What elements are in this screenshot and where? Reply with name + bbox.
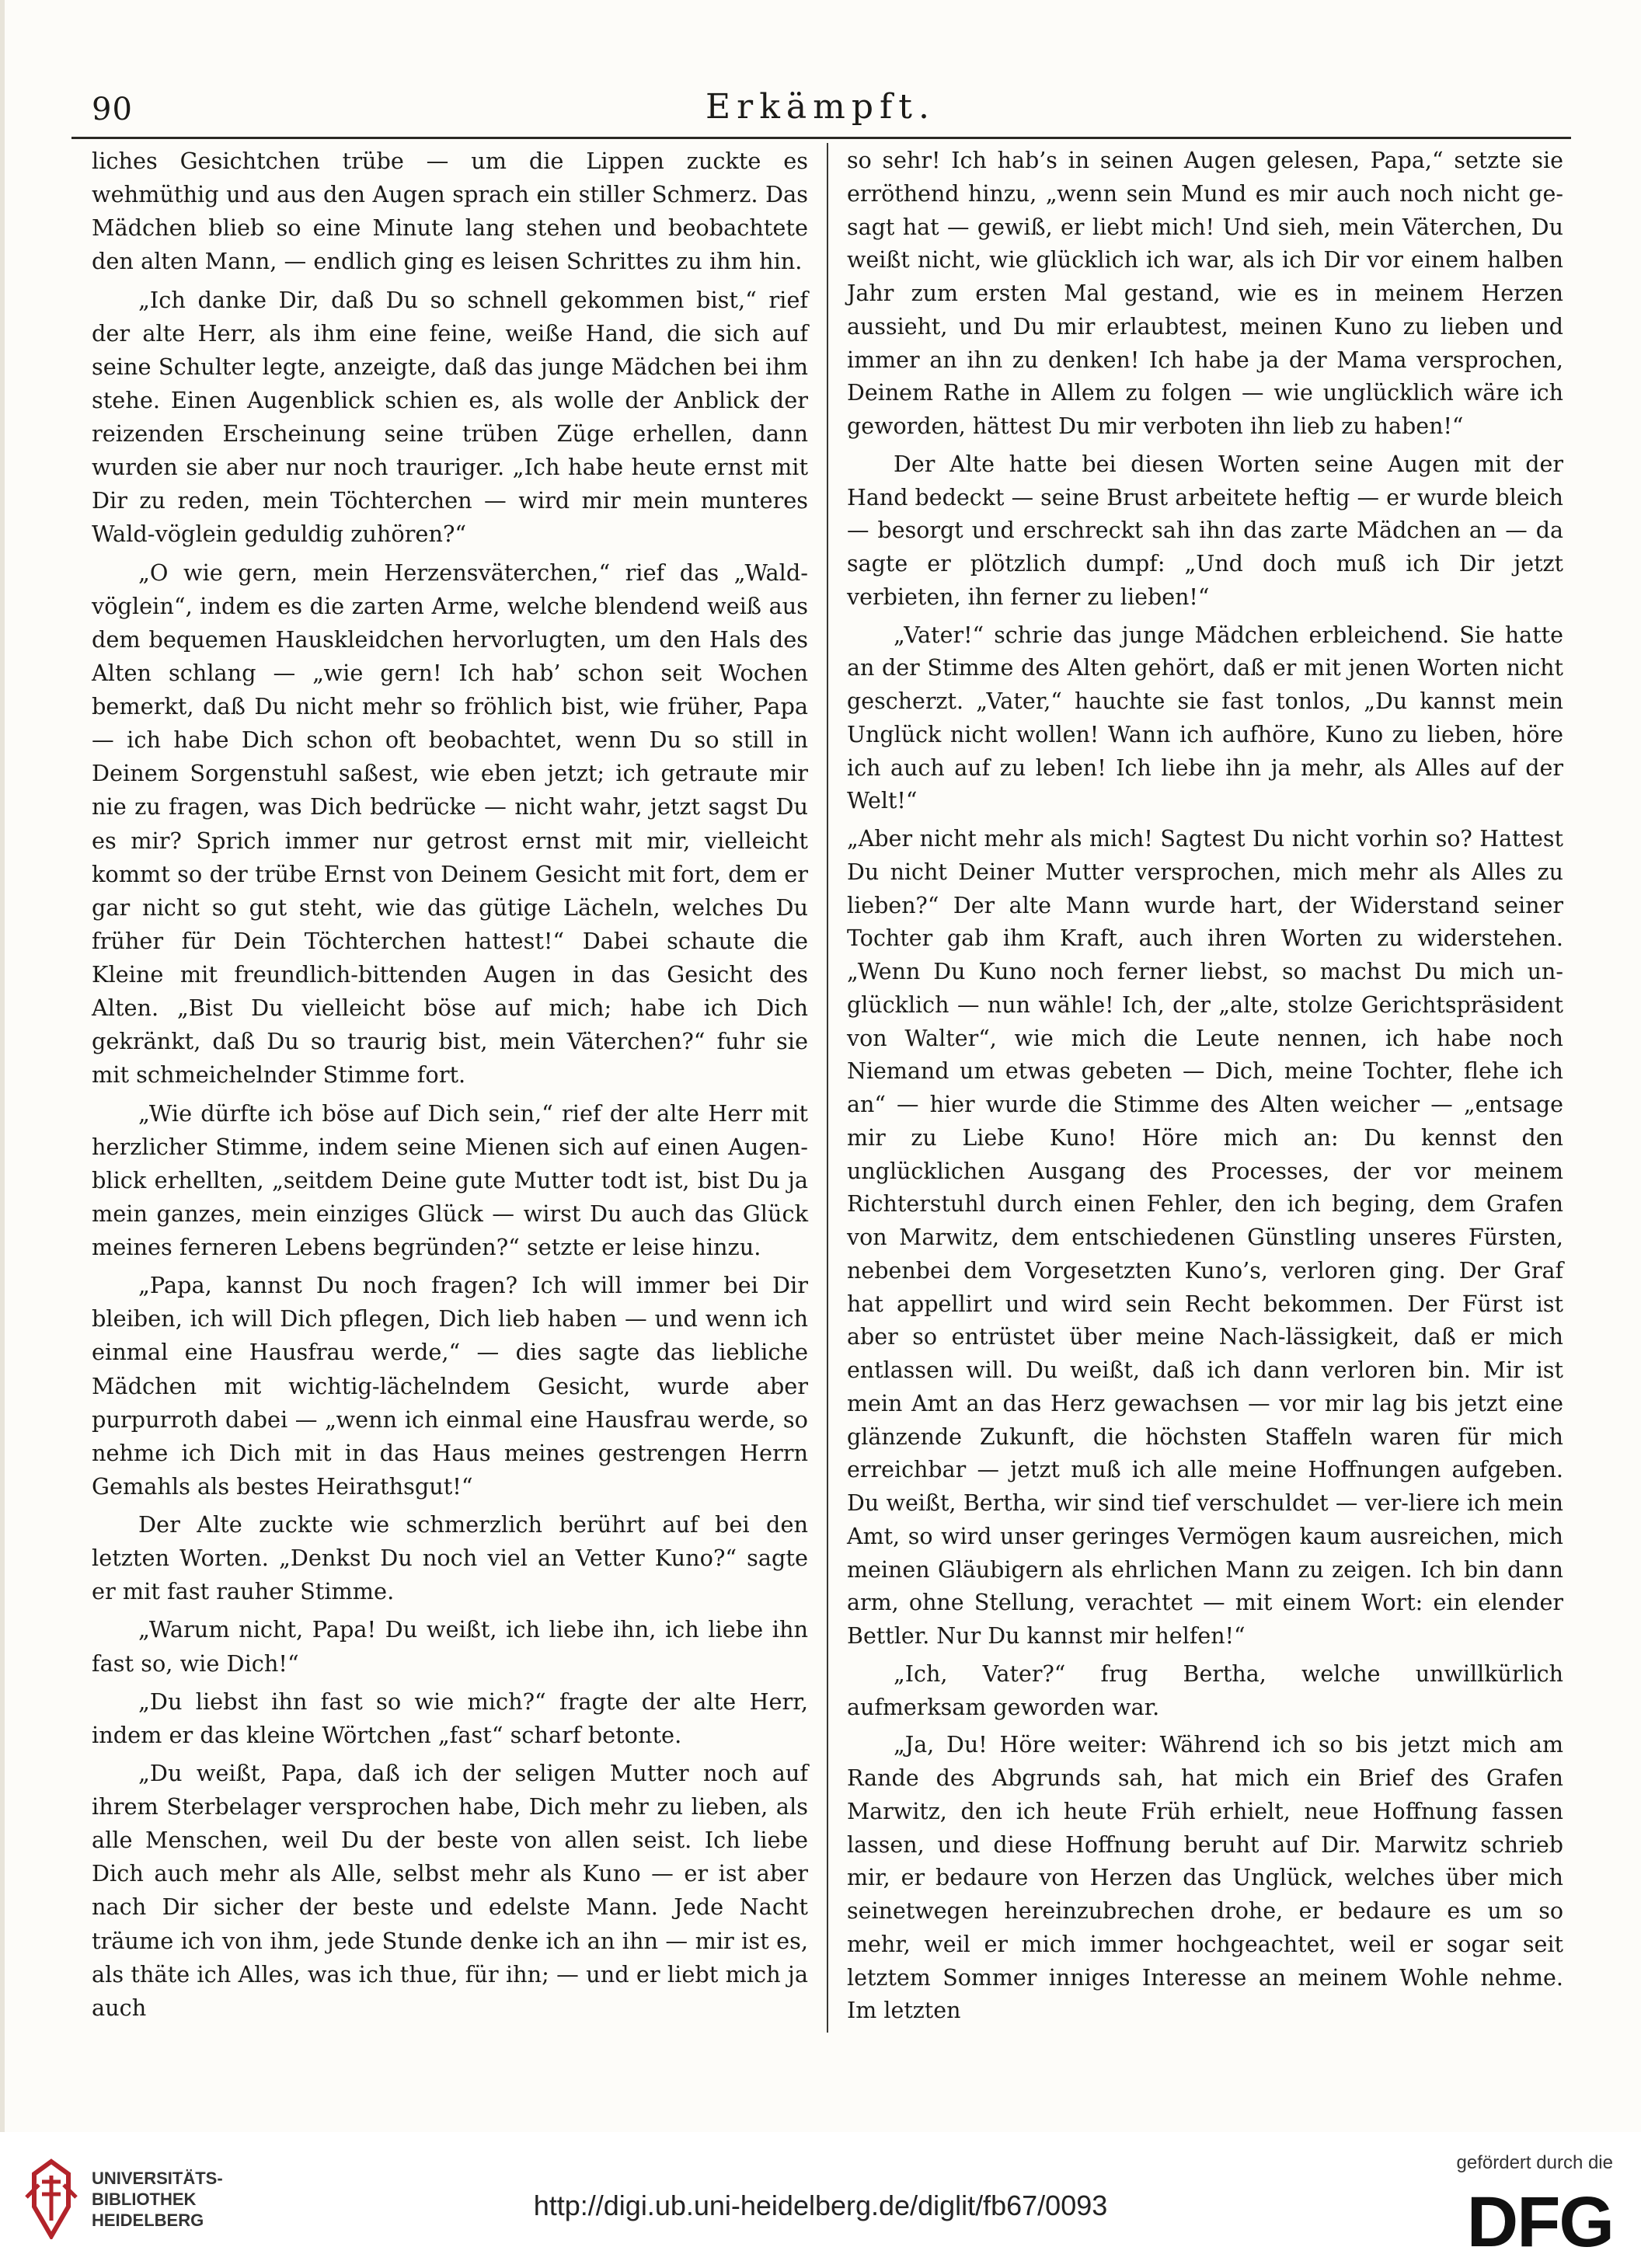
paragraph: „Aber nicht mehr als mich! Sagtest Du nicht vorhin so? Hattest Du nicht Deiner Mutter versprochen, mich mehr als Alles zu lieben?“ Der alte Mann wurde hart, der Widerstand seiner Tochter gab ihm Kraft, auch ihren Worten zu widerstehen. „Wenn Du Kuno noch ferner liebst, so machst Du mich un-glücklich — nun wähle! Ich, der „alte, stolze Gerichtspräsident von Walter“, wie mich die Leute nennen, ich habe noch Niemand um etwas gebeten — Dich, meine Tochter, flehe ich an“ — hier wurde die Stimme des Alten weicher — „entsage mir zu Liebe Kuno! Höre mich an: Du kennst den unglücklichen Ausgang des Processes, der vor meinem Richterstuhl durch einen Fehler, den ich beging, dem Grafen von Marwitz, dem entschiedenen Günstling unseres Fürsten, nebenbei dem Vorgesetzten Kuno’s, verloren ging. Der Graf hat appellirt und wird sein Recht bekommen. Der Fürst ist aber so entrüstet über meine Nach-lässigkeit, daß er mich entlassen will. Du weißt, daß ich dann verloren bin. Mir ist mein Amt an das Herz gewachsen — vor mir lag bis jetzt eine glänzende Zukunft, die höchsten Staffeln waren für mich erreichbar — jetzt muß ich alle meine Hoffnungen aufgeben. Du weißt, Bertha, wir sind tief verschuldet — ver-liere ich mein Amt, so wird unser geringes Vermögen kaum ausreichen, mich meinen Gläubigern als ehrlichen Mann zu zeigen. Ich bin dann arm, ohne Stellung, verachtet — mit einem Wort: ein elender Bettler. Nur Du kannst mir helfen!“ xyxy=(847,826,1563,1649)
paragraph: liches Gesichtchen trübe — um die Lippen zuckte es wehmüthig und aus den Augen sprach ein stiller Schmerz. Das Mädchen blieb so eine Minute lang stehen und beobachtete den alten Mann, — endlich ging es leisen Schrittes zu ihm hin. xyxy=(92,148,808,275)
paragraph: Der Alte hatte bei diesen Worten seine Augen mit der Hand bedeckt — seine Brust arbeitete heftig — er wurde bleich — besorgt und erschreckt sah ihn das zarte Mädchen an — da sagte er plötzlich dumpf: „Und doch muß ich Dir jetzt verbieten, ihn ferner zu lieben!“ xyxy=(847,451,1563,610)
paragraph: „Du weißt, Papa, daß ich der seligen Mutter noch auf ihrem Sterbelager versprochen habe, Dich mehr zu lieben, als alle Menschen, weil Du der beste von allen seist. Ich liebe Dich auch mehr als Alle, selbst mehr als Kuno — er ist aber nach Dir sicher der beste und edelste Mann. Jede Nacht träume ich von ihm, jede Stunde denke ich an ihn — mir ist es, als thäte ich Alles, was ich thue, für ihn; — und er liebt mich ja auch xyxy=(92,1759,808,2021)
paragraph: „Ich, Vater?“ frug Bertha, welche unwillkürlich aufmerksam geworden war. xyxy=(847,1660,1563,1720)
text-column-right xyxy=(847,145,1563,2033)
source-url-link[interactable]: http://digi.ub.uni-heidelberg.de/diglit/fb67/0093 xyxy=(533,2190,1108,2221)
university-name-line: UNIVERSITÄTS- xyxy=(92,2169,223,2188)
paragraph: „O wie gern, mein Herzensväterchen,“ rief das „Wald-vöglein“, indem es die zarten Arme, welche blendend weiß aus dem bequemen Hauskleidchen hervorlugten, um den Hals des Alten schlang — „wie gern! Ich hab’ schon seit Wochen bemerkt, daß Du nicht mehr so fröhlich bist, wie früher, Papa — ich habe Dich schon oft beobachtet, wenn Du so still in Deinem Sorgenstuhl saßest, wie eben jetzt; ich getraute mir nie zu fragen, was Dich bedrücke — nicht wahr, jetzt sagst Du es mir? Sprich immer nur getrost ernst mit mir, vielleicht kommt so der trübe Ernst von Deinem Gesicht mit fort, dem er gar nicht so gut steht, wie das gütige Lächeln, welches Du früher für Dein Töchterchen hattest!“ Dabei schaute die Kleine mit freundlich-bittenden Augen in das Gesicht des Alten. „Bist Du vielleicht böse auf mich; habe ich Dich gekränkt, daß Du so traurig bist, mein Väterchen?“ fuhr sie mit schmeichelnder Stimme fort. xyxy=(92,559,808,1089)
header-rule xyxy=(71,137,1571,139)
running-title: Erkämpft. xyxy=(706,87,935,127)
paragraph: „Warum nicht, Papa! Du weißt, ich liebe ihn, ich liebe ihn fast so, wie Dich!“ xyxy=(92,1616,808,1677)
column-divider xyxy=(827,143,828,2033)
sponsor-label: gefördert durch die xyxy=(1456,2152,1613,2173)
paragraph: „Ich danke Dir, daß Du so schnell gekommen bist,“ rief der alte Herr, als ihm eine feine, weiße Hand, die sich auf seine Schulter legte, anzeigte, daß das junge Mädchen bei ihm stehe. Einen Augenblick schien es, als wolle der Anblick der reizenden Erscheinung seine trüben Züge erhellen, dann wurden sie aber nur noch trauriger. „Ich habe heute ernst mit Dir zu reden, mein Töchterchen — wird mir mein munteres Wald-vöglein geduldig zuhören?“ xyxy=(92,286,808,548)
paragraph: so sehr! Ich hab’s in seinen Augen gelesen, Papa,“ setzte sie erröthend hinzu, „wenn sein Mund es mir auch noch nicht ge-sagt hat — gewiß, er liebt mich! Und sieh, mein Väterchen, Du weißt nicht, wie glücklich ich war, als ich Dir vor einem halben Jahr zum ersten Mal gestand, wie es in meinem Herzen aussieht, und Du mir erlaubtest, meinen Kuno zu lieben und immer an ihn zu denken! Ich habe ja der Mama versprochen, Deinem Rathe in Allem zu folgen — wie unglücklich wäre ich geworden, hättest Du mir verboten ihn lieb zu haben!“ xyxy=(847,148,1563,439)
university-name-line: BIBLIOTHEK xyxy=(92,2190,197,2209)
text-column-left xyxy=(92,145,808,2029)
paragraph: „Ja, Du! Höre weiter: Während ich so bis jetzt mich am Rande des Abgrunds sah, hat mich ein Brief des Grafen Marwitz, den ich heute Früh erhielt, neue Hoffnung fassen lassen, und diese Hoffnung beruht auf Dir. Marwitz schrieb mir, er bedaure von Herzen das Unglück, welches über mich seinetwegen hereinzubrechen drohe, er bedaure es um so mehr, weil er mich immer hochgeachtet, weil er sogar seit letztem Sommer inniges Interesse an meinem Wohle nehme. Im letzten xyxy=(847,1732,1563,2024)
scan-edge-left xyxy=(0,0,5,2132)
paragraph: „Papa, kannst Du noch fragen? Ich will immer bei Dir bleiben, ich will Dich pflegen, Dich lieb haben — und wenn ich einmal eine Hausfrau werde,“ — dies sagte das liebliche Mädchen mit wichtig-lächelndem Gesicht, wurde aber purpurroth dabei — „wenn ich einmal eine Hausfrau werde, so nehme ich Dich mit in das Haus meines gestrengen Herrn Gemahls als bestes Heirathsgut!“ xyxy=(92,1272,808,1500)
paragraph: Der Alte zuckte wie schmerzlich berührt auf bei den letzten Worten. „Denkst Du noch viel an Vetter Kuno?“ sagte er mit fast rauher Stimme. xyxy=(92,1511,808,1605)
paragraph: „Du liebst ihn fast so wie mich?“ fragte der alte Herr, indem er das kleine Wörtchen „fast“ scharf betonte. xyxy=(92,1688,808,1748)
paragraph: „Wie dürfte ich böse auf Dich sein,“ rief der alte Herr mit herzlicher Stimme, indem seine Mienen sich auf einen Augen-blick erhellten, „seitdem Deine gute Mutter todt ist, bist Du ja mein ganzes, mein einziges Glück — wirst Du auch das Glück meines ferneren Lebens begründen?“ setzte er leise hinzu. xyxy=(92,1099,808,1260)
dfg-logo: DFG xyxy=(1466,2183,1613,2262)
paragraph: „Vater!“ schrie das junge Mädchen erbleichend. Sie hatte an der Stimme des Alten gehört, daß er mit jenen Worten nicht gescherzt. „Vater,“ hauchte sie fast tonlos, „Du kannst mein Unglück nicht wollen! Wann ich aufhöre, Kuno zu lieben, höre ich auch auf zu leben! Ich liebe ihn ja mehr, als Alles auf der Welt!“ xyxy=(847,622,1563,814)
university-name-line: HEIDELBERG xyxy=(92,2211,204,2230)
page-number: 90 xyxy=(92,92,133,127)
